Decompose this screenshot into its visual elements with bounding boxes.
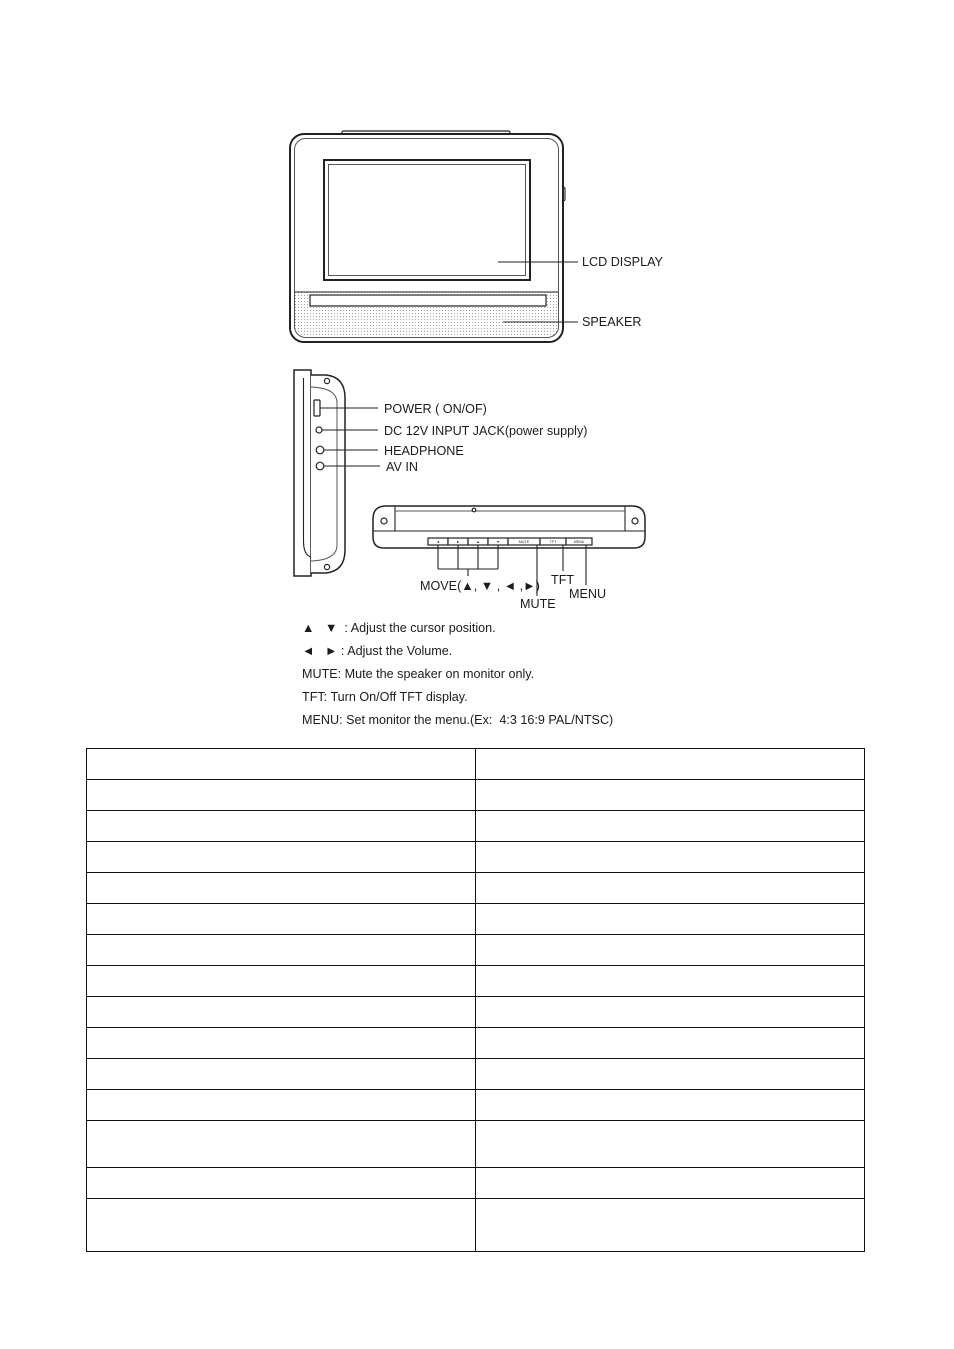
table-cell xyxy=(476,780,865,811)
side-view xyxy=(294,370,345,576)
table-cell xyxy=(476,749,865,780)
table-row xyxy=(87,904,865,935)
table-cell xyxy=(87,811,476,842)
table-cell xyxy=(476,1090,865,1121)
legend-tft: TFT: Turn On/Off TFT display. xyxy=(302,690,468,704)
table-cell xyxy=(476,997,865,1028)
legend-cursor: ▲ ▼ : Adjust the cursor position. xyxy=(302,621,496,635)
legend-volume: ◄ ► : Adjust the Volume. xyxy=(302,644,453,658)
table-row xyxy=(87,842,865,873)
table-cell xyxy=(87,780,476,811)
table-cell xyxy=(87,842,476,873)
table-row xyxy=(87,1028,865,1059)
table-row xyxy=(87,1199,865,1252)
indicator-hole xyxy=(472,508,476,512)
side-screw-bottom xyxy=(324,564,329,569)
table-row xyxy=(87,997,865,1028)
table-cell xyxy=(476,1028,865,1059)
table-cell xyxy=(87,1199,476,1252)
headphone-label: HEADPHONE xyxy=(384,444,464,458)
table-row xyxy=(87,966,865,997)
power-label: POWER ( ON/OF) xyxy=(384,402,487,416)
table-row xyxy=(87,935,865,966)
table-cell xyxy=(87,997,476,1028)
table-cell xyxy=(476,1168,865,1199)
table-row xyxy=(87,780,865,811)
table-row xyxy=(87,873,865,904)
table-cell xyxy=(87,873,476,904)
lcd-screen xyxy=(329,165,526,276)
dc-input-jack xyxy=(316,427,322,433)
bottom-screw-left xyxy=(381,518,387,524)
table-cell xyxy=(476,904,865,935)
bottom-screw-right xyxy=(632,518,638,524)
menu-button-label: MENU xyxy=(573,540,585,544)
av-in-jack xyxy=(316,462,324,470)
table-row xyxy=(87,811,865,842)
table-row xyxy=(87,1168,865,1199)
front-view xyxy=(290,131,565,342)
legend-mute: MUTE: Mute the speaker on monitor only. xyxy=(302,667,535,681)
up-button-glyph: ▲ xyxy=(476,540,480,544)
bottom-view xyxy=(373,506,645,548)
table-row xyxy=(87,749,865,780)
menu-label: MENU xyxy=(569,587,607,601)
lcd-display-label: LCD DISPLAY xyxy=(582,255,663,269)
table-cell xyxy=(87,1090,476,1121)
table-cell xyxy=(476,966,865,997)
table-cell xyxy=(476,935,865,966)
dc-input-label: DC 12V INPUT JACK(power supply) xyxy=(384,424,588,438)
right-button-glyph: ► xyxy=(456,540,460,544)
tft-label: TFT xyxy=(551,573,575,587)
table-row xyxy=(87,1059,865,1090)
side-screw-top xyxy=(324,378,329,383)
power-switch xyxy=(314,400,320,416)
table-row xyxy=(87,1121,865,1168)
left-button-glyph: ◄ xyxy=(436,540,440,544)
move-bracket-leader xyxy=(438,545,498,576)
table-cell xyxy=(87,966,476,997)
speaker-label: SPEAKER xyxy=(582,315,642,329)
table-cell xyxy=(476,842,865,873)
table-cell xyxy=(87,1028,476,1059)
table-cell xyxy=(476,1121,865,1168)
table-cell xyxy=(87,935,476,966)
tft-button-label: TFT xyxy=(549,540,557,544)
table-cell xyxy=(87,904,476,935)
headphone-jack xyxy=(316,446,324,454)
product-diagram xyxy=(0,0,954,615)
table-cell xyxy=(87,749,476,780)
button-legend xyxy=(302,620,902,735)
move-label: MOVE(▲, ▼ , ◄ ,►) xyxy=(420,579,540,593)
mute-button-label: MUTE xyxy=(518,540,530,544)
table-cell xyxy=(476,1199,865,1252)
side-panel xyxy=(294,370,311,576)
down-button-glyph: ▼ xyxy=(496,540,500,544)
table-cell xyxy=(476,1059,865,1090)
mute-label: MUTE xyxy=(520,597,556,611)
table-cell xyxy=(476,811,865,842)
table-row xyxy=(87,1090,865,1121)
av-in-label: AV IN xyxy=(386,460,418,474)
table-cell xyxy=(476,873,865,904)
table-cell xyxy=(87,1168,476,1199)
table-cell xyxy=(87,1121,476,1168)
specification-table xyxy=(86,748,865,1252)
display-ledge xyxy=(310,295,546,306)
table-cell xyxy=(87,1059,476,1090)
legend-menu: MENU: Set monitor the menu.(Ex: 4:3 16:9 PAL/NTSC) xyxy=(302,713,614,727)
